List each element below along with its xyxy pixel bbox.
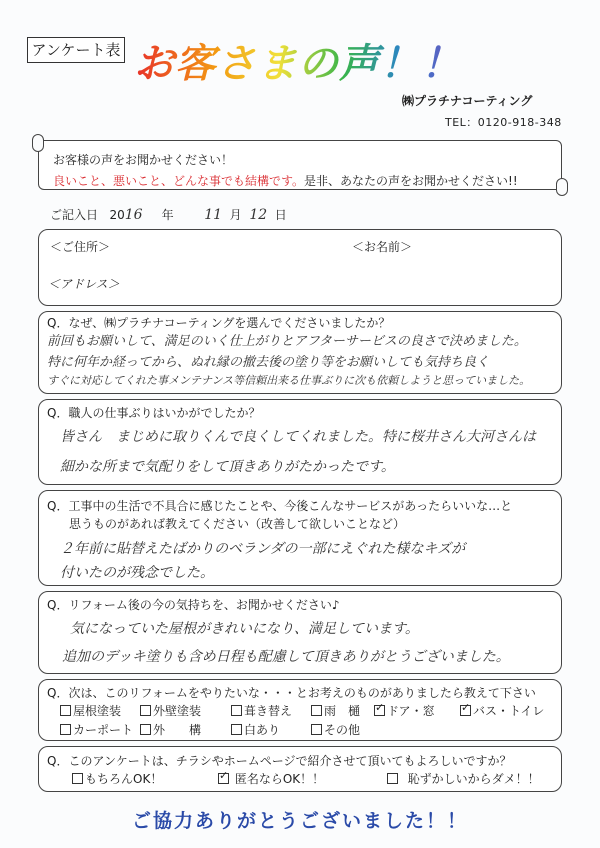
day-value: 12: [249, 207, 268, 223]
year-label: 年: [161, 208, 174, 222]
month-label: 月: [229, 208, 242, 222]
answer-feelings-line: 気になっていた屋根がきれいになり、満足しています。: [70, 621, 419, 637]
question-next-reform: Q．次は、このリフォームをやりたいな・・・とお考えのものがありましたら教えて下さい: [47, 686, 536, 700]
option-exterior[interactable]: [140, 721, 201, 738]
checkbox[interactable]: [311, 724, 322, 735]
answer-issues-line: ２年前に貼替えたばかりのベランダの一部にえぐれた様なキズが: [60, 541, 466, 557]
address-label: ＜ご住所＞: [50, 240, 111, 254]
checkbox[interactable]: [231, 705, 242, 716]
option-label: 屋根塗装: [73, 704, 122, 718]
option-label: カーポート: [73, 723, 134, 737]
intro-line-2: 是非、あなたの声をお聞かせください!!: [304, 174, 518, 188]
option-label: ドア・窓: [387, 704, 435, 718]
question-permission: Q．このアンケートは、チラシやホームページで紹介させて頂いてもよろしいですか？: [47, 754, 512, 768]
page-title: お客さまの声！！: [134, 32, 514, 88]
checkbox[interactable]: [140, 705, 151, 716]
answer-reason-line: すぐに対応してくれた事メンテナンス等信頼出来る仕事ぶりに次も依頼しようと思っていました。: [47, 374, 531, 387]
answer-craftsmanship-line: 皆さん まじめに取りくんで良くしてくれました。特に桜井さん大河さんは: [60, 429, 536, 445]
checkbox[interactable]: [140, 724, 151, 735]
day-label: 日: [274, 208, 287, 222]
year-value: 16: [124, 207, 143, 223]
intro-banner: [38, 140, 562, 190]
option-label: 外壁塗装: [153, 704, 202, 718]
address-box: [38, 229, 562, 306]
option-carport[interactable]: [60, 721, 133, 738]
intro-line-1: お客様の声をお聞かせください！: [53, 153, 234, 167]
answer-reason-line: 特に何年か経ってから、ぬれ縁の撤去後の塗り等をお願いしても気持ち良く: [47, 355, 490, 370]
question-reason: Q．なぜ、㈱プラチナコーティングを選んでくださいましたか？: [47, 316, 391, 330]
checkbox[interactable]: [60, 705, 71, 716]
option-no[interactable]: [387, 770, 540, 787]
option-termites[interactable]: [231, 721, 280, 738]
checkbox-checked[interactable]: [460, 705, 471, 716]
option-other[interactable]: [311, 721, 360, 738]
question-issues-line-2: 思うものがあれば教えてください（改善して欲しいことなど）: [69, 517, 406, 531]
option-label: 白あり: [244, 723, 281, 737]
month-value: 11: [204, 207, 223, 223]
date-label: ご記入日: [50, 208, 99, 222]
email-label: ＜アドレス＞: [48, 277, 120, 291]
answer-feelings-line: 追加のデッキ塗りも含め日程も配慮して頂きありがとうございました。: [62, 649, 510, 665]
answer-reason-line: 前回もお願いして、満足のいく仕上がりとアフターサービスの良さで決めました。: [47, 334, 527, 349]
option-label: もちろんOK！: [85, 772, 163, 786]
survey-tag: アンケート表: [27, 37, 125, 63]
option-reroofing[interactable]: [231, 702, 292, 719]
answer-craftsmanship-line: 細かな所まで気配りをして頂きありがたかったです。: [60, 459, 395, 475]
name-label: ＜お名前＞: [352, 240, 413, 254]
checkbox[interactable]: [72, 773, 83, 784]
option-roof-painting[interactable]: [60, 702, 121, 719]
checkbox[interactable]: [231, 724, 242, 735]
option-wall-painting[interactable]: [140, 702, 201, 719]
question-feelings: Q．リフォーム後の今の気持ちを、お聞かせください♪: [47, 598, 340, 612]
checkbox-checked[interactable]: [374, 705, 385, 716]
checkbox-checked[interactable]: [218, 773, 229, 784]
thank-you-message: ご協力ありがとうございました！！: [131, 810, 468, 832]
company-name: ㈱プラチナコーティング: [402, 94, 533, 108]
option-label: 雨 樋: [324, 704, 361, 718]
option-label: 匿名ならOK！！: [234, 772, 325, 786]
phone-number: TEL：0120-918-348: [445, 116, 562, 129]
intro-line-2-red: 良いこと、悪いこと、どんな事でも結構です。: [53, 174, 305, 188]
option-label: 恥ずかしいからダメ！！: [407, 772, 540, 786]
option-door-window[interactable]: [374, 702, 435, 719]
option-label: その他: [324, 723, 361, 737]
option-label: 葺き替え: [244, 704, 293, 718]
option-gutter[interactable]: [311, 702, 360, 719]
option-label: 外 構: [153, 723, 202, 737]
option-anonymous-ok[interactable]: [218, 770, 324, 787]
year-prefix: 20: [109, 208, 125, 222]
option-label: バス・トイレ: [473, 704, 545, 718]
option-bath-toilet[interactable]: [460, 702, 544, 719]
checkbox[interactable]: [311, 705, 322, 716]
answer-issues-line: 付いたのが残念でした。: [60, 565, 214, 581]
question-craftsmanship: Q．職人の仕事ぶりはいかがでしたか？: [47, 406, 261, 420]
checkbox[interactable]: [60, 724, 71, 735]
question-issues-line-1: Q．工事中の生活で不具合に感じたことや、今後こんなサービスがあったらいいな…と: [47, 499, 513, 513]
date-row: [50, 206, 287, 223]
checkbox[interactable]: [387, 773, 398, 784]
option-ok[interactable]: [72, 770, 162, 787]
